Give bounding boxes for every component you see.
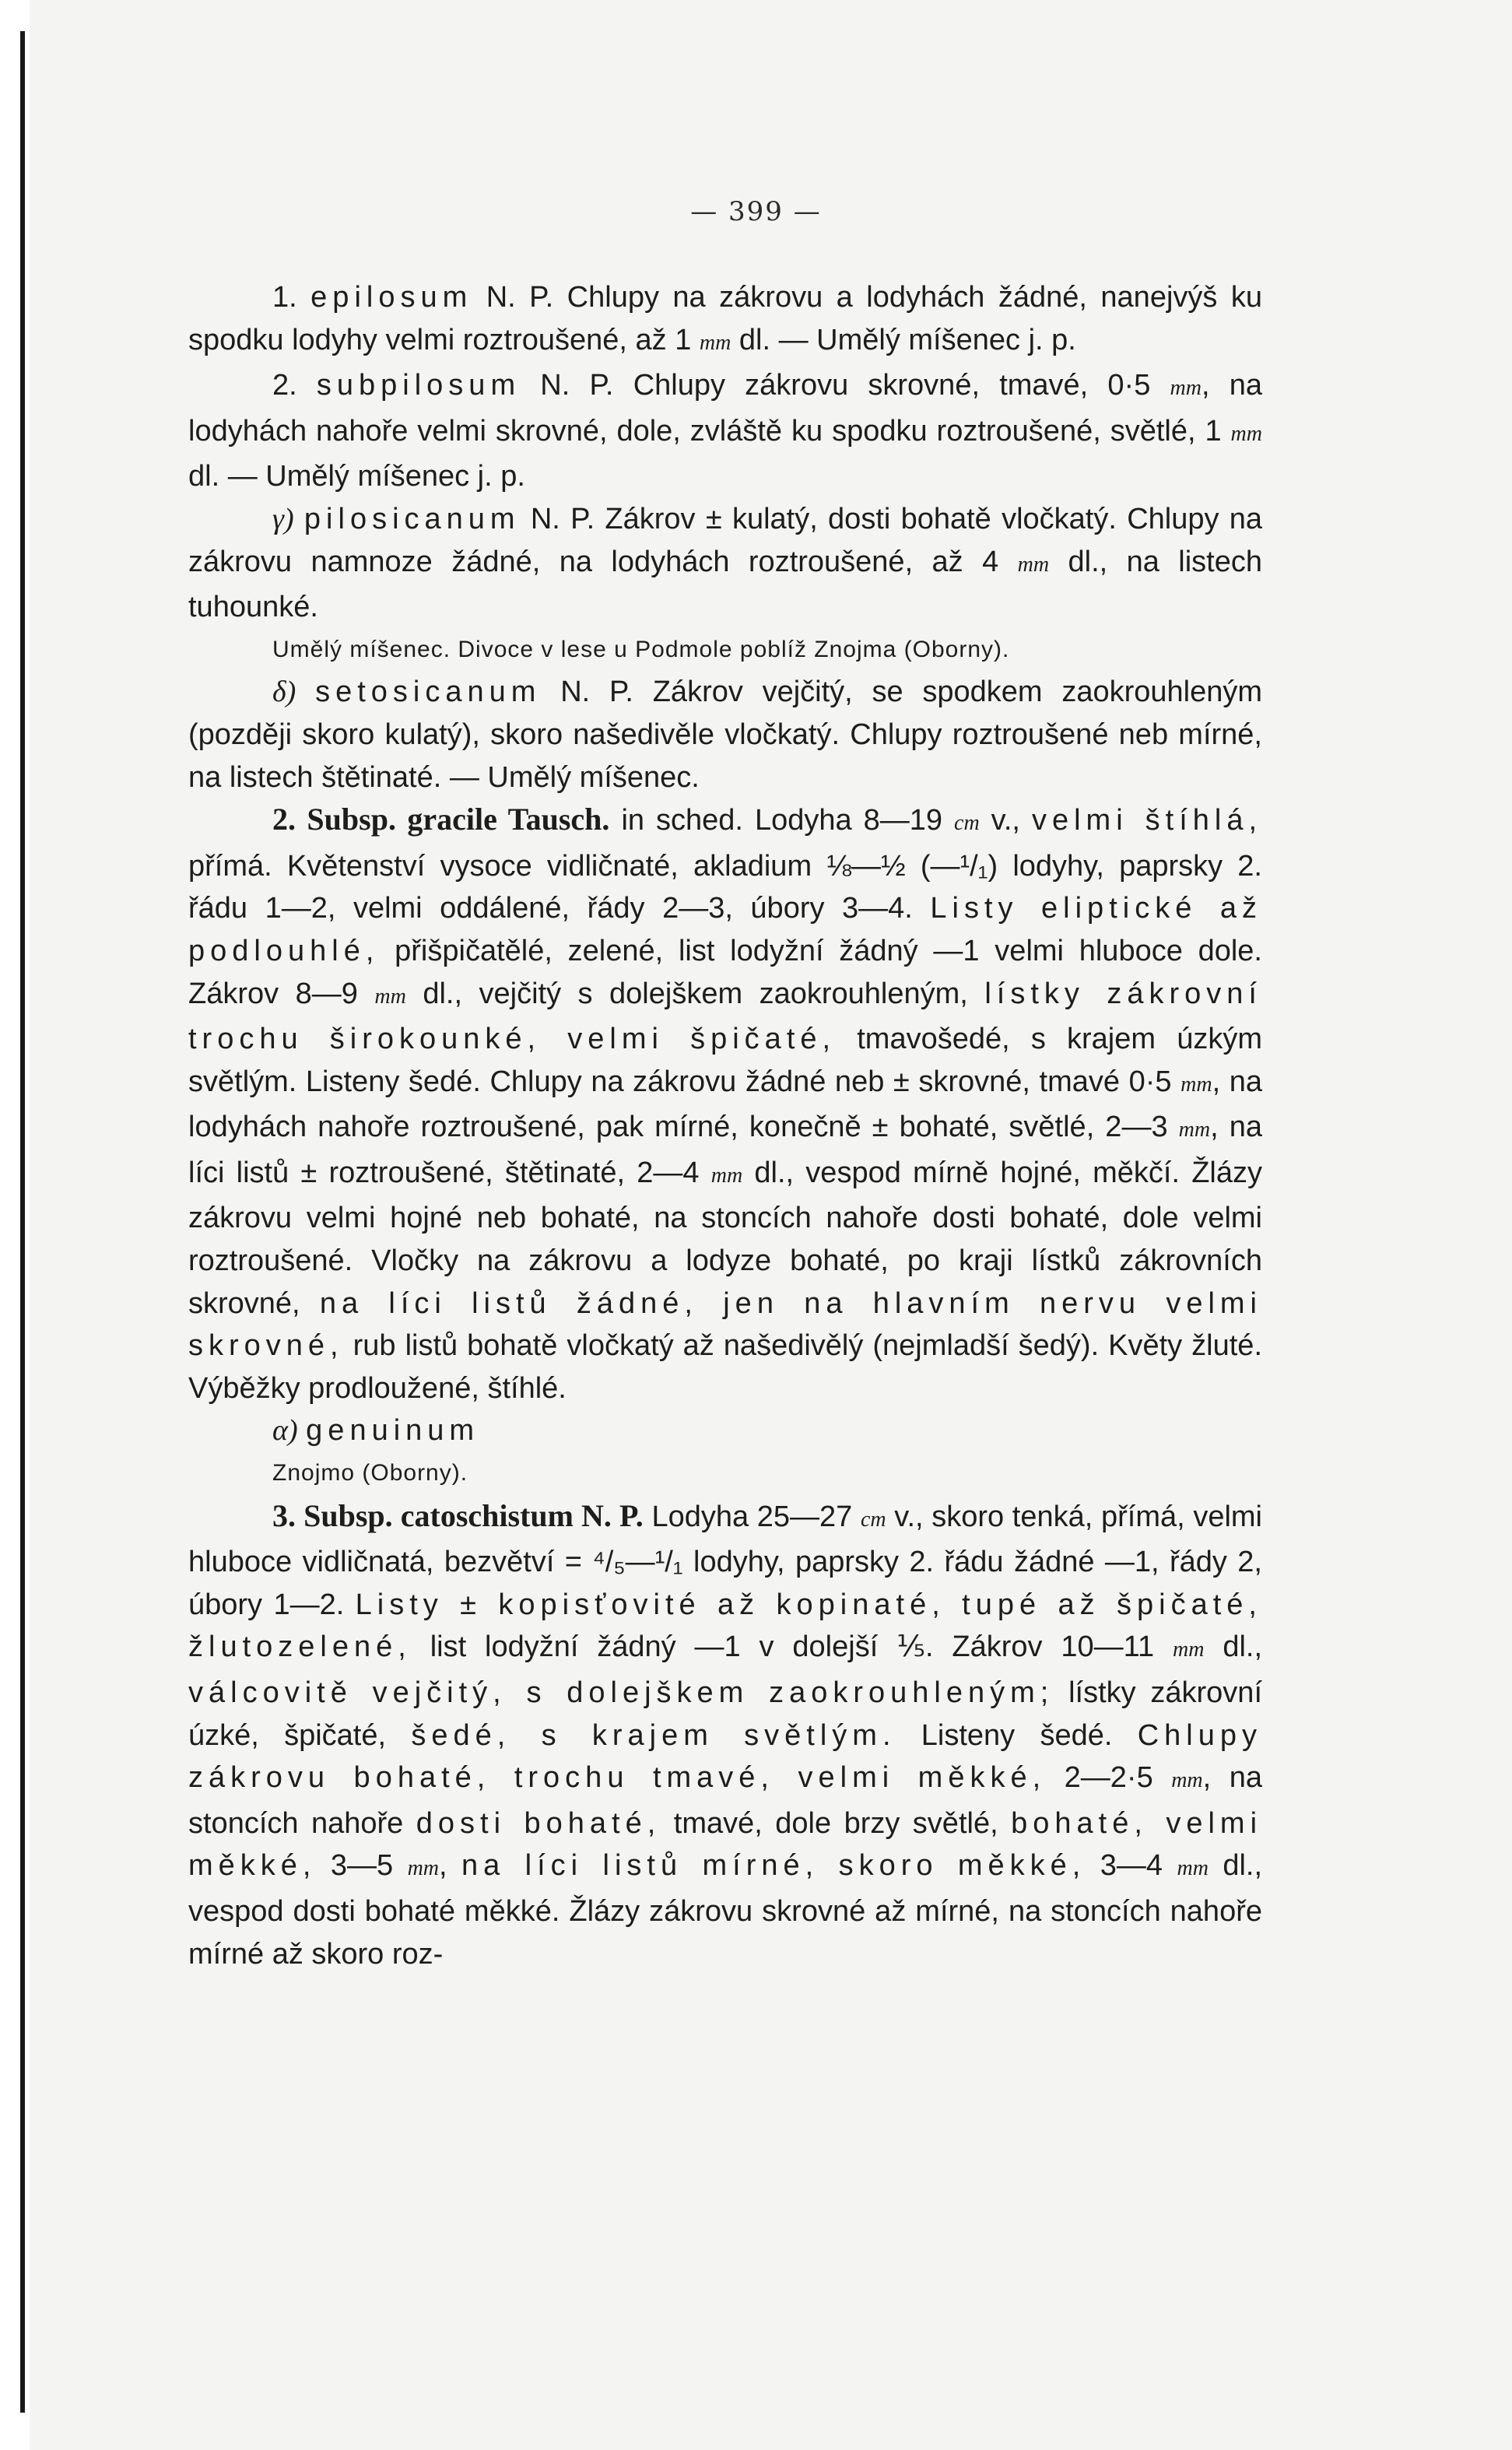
item-number: 1. bbox=[272, 281, 297, 314]
spaced-emphasis: Listy ± kopisťovité až kopinaté, tupé až špičaté, žlutozelené, bbox=[188, 1588, 1262, 1664]
description-text: dl., vespod mírně hojné, měkčí. Žlázy zákrovu velmi hojné neb bohaté, na stoncích nahoře dosti bohaté, dole velmi roztroušené. Vločky na zákrovu a lodyze bohaté, po kraji lístků zákrovních skrovné, bbox=[188, 1156, 1262, 1320]
taxon-name: subpilosum bbox=[316, 369, 521, 402]
description-text: Zákrov vejčitý, se spodkem zaokrouhleným (později skoro kulatý), skoro našedivěle vločkatý. Chlupy roztroušené neb mírné, na listech štětinaté. — Umělý míšenec. bbox=[188, 676, 1263, 794]
item-number: 2. bbox=[272, 369, 297, 402]
taxon-name: epilosum bbox=[310, 281, 473, 314]
subspecies-heading: 2. Subsp. gracile Tausch. bbox=[272, 802, 610, 837]
paragraph-gracile bbox=[188, 799, 1262, 1409]
unit: mm bbox=[1171, 1768, 1203, 1793]
spaced-emphasis: válcovitě vejčitý, s dolejškem zaokrouhleným; bbox=[188, 1676, 1054, 1709]
taxon-author: N. P. bbox=[540, 369, 614, 402]
greek-marker: γ) bbox=[272, 502, 294, 535]
description-text: Chlupy na zákrovu a lodyhách žádné, nanejvýš ku spodku lodyhy velmi roztroušené, až 1 bbox=[188, 281, 1262, 356]
unit: mm bbox=[1017, 552, 1050, 577]
unit: mm bbox=[374, 984, 406, 1009]
greek-marker: α) bbox=[272, 1414, 298, 1448]
description-text: Chlupy zákrovu skrovné, tmavé, 0·5 bbox=[633, 369, 1151, 402]
unit: mm bbox=[1172, 1637, 1205, 1662]
paragraph-epilosum bbox=[188, 276, 1262, 364]
taxon-name: genuinum bbox=[306, 1414, 480, 1448]
description-text: dl. — Umělý míšenec j. p. bbox=[188, 460, 525, 493]
description-text: , na lodyhách nahoře roztroušené, pak mírné, konečně ± bohaté, světlé, 2—3 bbox=[188, 1065, 1263, 1144]
spaced-emphasis: na líci listů žádné, jen na hlavním nervu velmi skrovné, bbox=[188, 1286, 1262, 1363]
description-text: , na lodyhách nahoře velmi skrovné, dole, zvláště ku spodku roztroušené, světlé, 1 bbox=[188, 369, 1262, 448]
binding-edge bbox=[20, 31, 25, 2413]
description-text: dl., bbox=[1223, 1630, 1263, 1664]
description-text: Listeny šedé. bbox=[921, 1718, 1113, 1752]
description-text: 2—2·5 bbox=[1064, 1761, 1153, 1795]
paragraph-catoschistum bbox=[188, 1495, 1262, 1976]
body-text bbox=[188, 276, 1262, 1975]
unit: mm bbox=[1170, 376, 1202, 401]
unit: mm bbox=[407, 1856, 440, 1881]
spaced-emphasis: Chlupy zákrovu bohaté, trochu tmavé, velmi měkké, bbox=[188, 1718, 1262, 1795]
paragraph-setosicanum bbox=[188, 671, 1262, 799]
unit: cm bbox=[954, 811, 980, 836]
description-text: , bbox=[439, 1849, 447, 1883]
paragraph-locality bbox=[188, 629, 1262, 672]
description-text: dl., na listech tuhounké. bbox=[188, 545, 1263, 624]
description-text: v., skoro tenká, přímá, velmi hluboce vidličnatá, bezvětví = ⁴/₅—¹/₁ lodyhy, paprsky 2. řádu žádné —1, řády 2, úbory 1—2. bbox=[188, 1500, 1262, 1621]
greek-marker: δ) bbox=[272, 676, 296, 709]
spaced-emphasis: Listy eliptické až podlouhlé, bbox=[188, 892, 1262, 967]
locality-text: Umělý míšenec. Divoce v lese u Podmole poblíž Znojma (Oborny). bbox=[272, 636, 1010, 662]
taxon-author: N. P. bbox=[560, 676, 633, 709]
description-text: dl., vejčitý s dolejškem zaokrouhleným, bbox=[423, 977, 968, 1010]
description-text: dl. — Umělý míšenec j. p. bbox=[738, 323, 1076, 356]
spaced-emphasis: velmi štíhlá, bbox=[1031, 804, 1263, 837]
description-text: 3—4 bbox=[1100, 1849, 1163, 1883]
unit: mm bbox=[699, 330, 731, 355]
description-text: lístky zákrovní úzké, špičaté, bbox=[188, 1676, 1263, 1752]
page-margin bbox=[0, 0, 30, 2450]
unit: mm bbox=[1230, 421, 1262, 446]
description-text: 3—5 bbox=[330, 1849, 394, 1883]
description-text: list lodyžní žádný —1 v dolejší ⅕. Zákrov 10—11 bbox=[430, 1630, 1155, 1664]
description-text: , na líci listů ± roztroušené, štětinaté, 2—4 bbox=[188, 1111, 1262, 1189]
unit: mm bbox=[1180, 1072, 1212, 1097]
unit: cm bbox=[860, 1507, 886, 1532]
description-text: tmavé, dole brzy světlé, bbox=[673, 1806, 998, 1840]
paragraph-subpilosum bbox=[188, 364, 1262, 498]
description-text: rub listů bohatě vločkatý až našedivělý (nejmladší šedý). Květy žluté. Výběžky prodloužené, štíhlé. bbox=[188, 1329, 1263, 1405]
taxon-name: setosicanum bbox=[315, 676, 542, 709]
description-text: v., bbox=[991, 804, 1020, 837]
description-text: Lodyha 25—27 bbox=[651, 1500, 853, 1533]
description-text: in sched. Lodyha 8—19 bbox=[621, 804, 943, 837]
paragraph-locality bbox=[188, 1452, 1262, 1495]
description-text: přímá. Květenství vysoce vidličnaté, akladium ⅛—½ (—¹/₁) lodyhy, paprsky 2. řádu 1—2, velmi oddálené, řády 2—3, úbory 3—4. bbox=[188, 849, 1262, 925]
description-text: dl., vespod dosti bohaté měkké. Žlázy zákrovu skrovné až mírné, na stoncích nahoře mírné až skoro roz- bbox=[188, 1849, 1263, 1971]
paragraph-pilosicanum bbox=[188, 498, 1262, 629]
spaced-emphasis: bohaté, velmi měkké, bbox=[188, 1806, 1263, 1883]
description-text: tmavošedé, s krajem úzkým světlým. Listeny šedé. Chlupy na zákrovu žádné neb ± skrovné, tmavé 0·5 bbox=[188, 1023, 1262, 1098]
spaced-emphasis: na líci listů mírné, skoro měkké, bbox=[461, 1849, 1086, 1883]
locality-text: Znojmo (Oborny). bbox=[272, 1460, 468, 1486]
taxon-name: pilosicanum bbox=[303, 502, 521, 535]
spaced-emphasis: dosti bohaté, bbox=[416, 1806, 661, 1840]
description-text: , na stoncích nahoře bbox=[188, 1761, 1262, 1840]
description-text: přišpičatělé, zelené, list lodyžní žádný —1 velmi hluboce dole. Zákrov 8—9 bbox=[188, 934, 1262, 1010]
paragraph-genuinum bbox=[188, 1409, 1262, 1452]
taxon-author: N. P. bbox=[486, 281, 554, 314]
description-text: Zákrov ± kulatý, dosti bohatě vločkatý. Chlupy na zákrovu namnoze žádné, na lodyhách roztroušené, až 4 bbox=[188, 502, 1263, 578]
spaced-emphasis: šedé, s krajem světlým. bbox=[411, 1718, 896, 1752]
page-number: — 399 — bbox=[690, 196, 822, 227]
spaced-emphasis: lístky zákrovní trochu širokounké, velmi špičaté, bbox=[188, 977, 1262, 1056]
unit: mm bbox=[1178, 1118, 1211, 1143]
unit: mm bbox=[710, 1163, 743, 1188]
unit: mm bbox=[1177, 1856, 1209, 1881]
taxon-author: N. P. bbox=[530, 502, 595, 535]
subspecies-heading: 3. Subsp. catoschistum N. P. bbox=[272, 1497, 644, 1533]
